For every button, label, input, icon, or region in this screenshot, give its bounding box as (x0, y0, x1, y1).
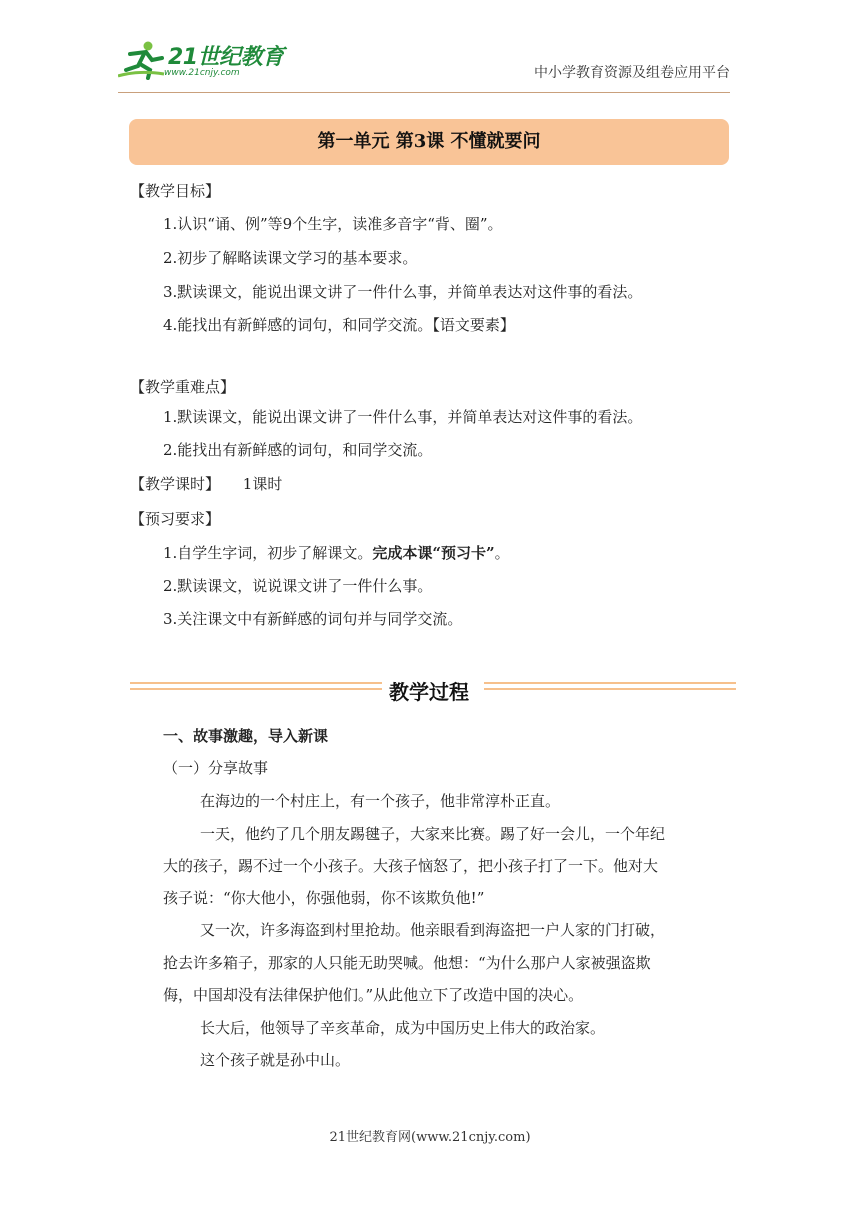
key-points-heading: 【教学重难点】 (130, 378, 236, 396)
objective-item: 1.认识“诵、例”等9个生字，读准多音字“背、圈”。 (163, 215, 503, 233)
key-point-item: 1.默读课文，能说出课文讲了一件什么事，并简单表达对这件事的看法。 (163, 408, 643, 426)
platform-name: 中小学教育资源及组卷应用平台 (534, 65, 730, 81)
periods-value: 1课时 (242, 475, 283, 493)
logo-text: 21世纪教育 (168, 45, 284, 70)
section-heading: 一、故事激趣，导入新课 (163, 727, 329, 745)
section-divider-left (130, 678, 382, 696)
objective-item: 2.初步了解略读课文学习的基本要求。 (163, 249, 418, 267)
preview-item: 3.关注课文中有新鲜感的词句并与同学交流。 (163, 610, 463, 628)
key-point-item: 2.能找出有新鲜感的词句，和同学交流。 (163, 441, 433, 459)
section-divider-right (484, 678, 736, 696)
preview-item-emphasis: 完成本课“预习卡” (372, 544, 495, 562)
logo (118, 38, 288, 84)
runner-icon (118, 40, 166, 80)
objective-item: 4.能找出有新鲜感的词句，和同学交流。【语文要素】 (163, 316, 515, 334)
objective-item: 3.默读课文，能说出课文讲了一件什么事，并简单表达对这件事的看法。 (163, 283, 643, 301)
story-line: 在海边的一个村庄上，有一个孩子，他非常淳朴正直。 (200, 792, 561, 810)
story-line: 又一次，许多海盗到村里抢劫。他亲眼看到海盗把一户人家的门打破， (200, 921, 666, 939)
story-line: 孩子说：“你大他小，你强他弱，你不该欺负他!” (163, 889, 485, 907)
preview-item-end: 。 (494, 544, 510, 562)
periods-row (130, 473, 282, 494)
story-line: 大的孩子，踢不过一个小孩子。大孩子恼怒了，把小孩子打了一下。他对大 (163, 857, 659, 875)
objectives-heading: 【教学目标】 (130, 182, 221, 200)
periods-heading: 【教学课时】 (130, 475, 221, 493)
preview-item: 2.默读课文，说说课文讲了一件什么事。 (163, 577, 433, 595)
logo-url: www.21cnjy.com (164, 68, 240, 78)
lesson-title: 第一单元 第3课 不懂就要问 (129, 119, 729, 165)
story-line: 这个孩子就是孙中山。 (200, 1051, 351, 1069)
subsection-heading: （一）分享故事 (163, 759, 269, 777)
story-line: 长大后，他领导了辛亥革命，成为中国历史上伟大的政治家。 (200, 1019, 606, 1037)
page-footer: 21世纪教育网(www.21cnjy.com) (329, 1130, 531, 1145)
process-title: 教学过程 (389, 680, 469, 704)
header-divider (118, 92, 730, 93)
story-line: 侮，中国却没有法律保护他们。”从此他立下了改造中国的决心。 (163, 986, 584, 1004)
preview-heading: 【预习要求】 (130, 510, 221, 528)
story-line: 一天，他约了几个朋友踢毽子，大家来比赛。踢了好一会儿，一个年纪 (200, 825, 666, 843)
story-line: 抢去许多箱子，那家的人只能无助哭喊。他想：“为什么那户人家被强盗欺 (163, 954, 651, 972)
preview-item (163, 542, 510, 563)
preview-item-text: 1.自学生字词，初步了解课文。 (163, 544, 373, 562)
